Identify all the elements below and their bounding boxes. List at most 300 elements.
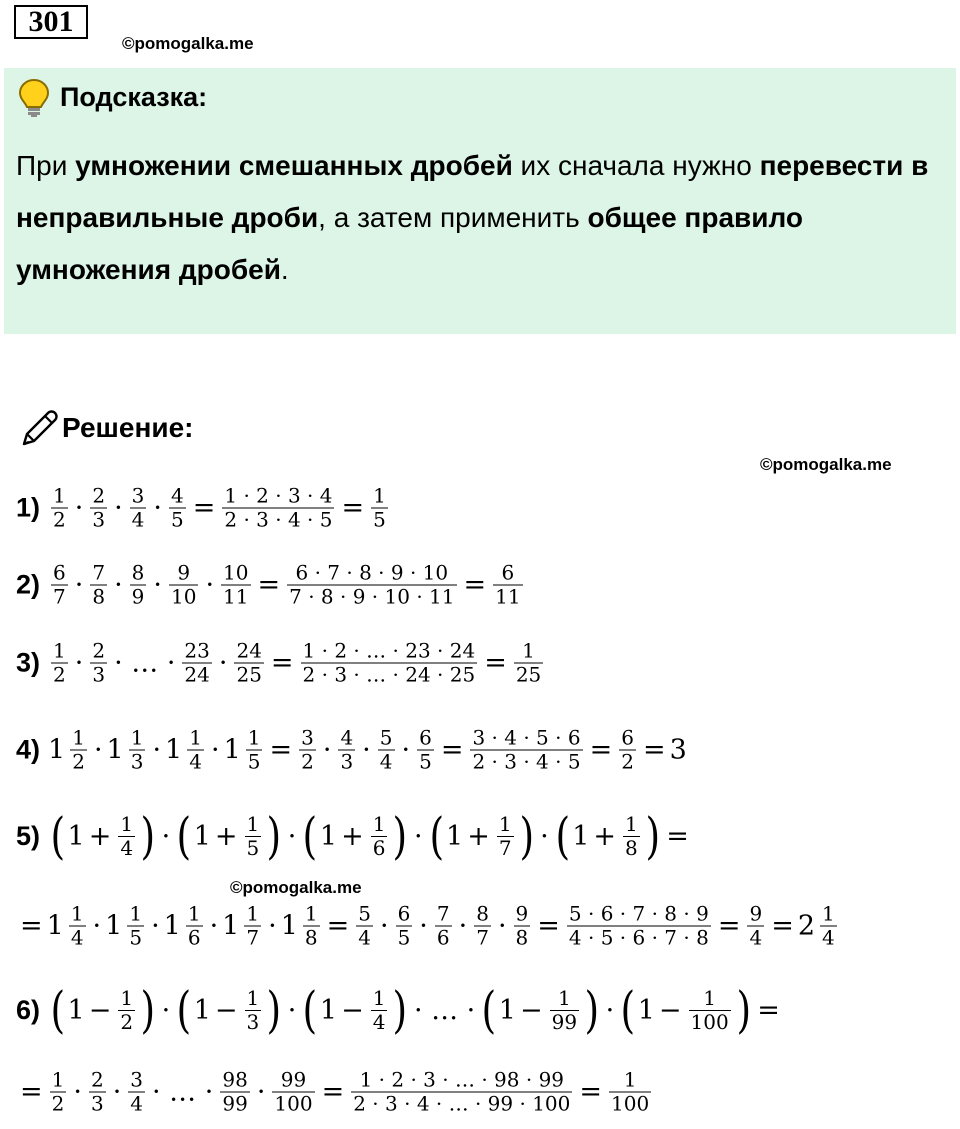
- operator: =: [579, 1076, 603, 1108]
- fraction: [623, 813, 640, 860]
- operator: =: [440, 734, 464, 766]
- operator: =: [771, 910, 794, 942]
- numerator: 6: [419, 725, 432, 750]
- numerator: 9: [515, 901, 529, 926]
- denominator: 6: [187, 925, 201, 950]
- hint-text-part: , а затем применить: [318, 202, 588, 233]
- left-paren: (: [302, 981, 318, 1039]
- numerator: 9: [177, 560, 191, 585]
- lightbulb-icon: [18, 78, 50, 123]
- whole-number: 1: [637, 994, 655, 1026]
- pencil-icon: [18, 408, 60, 455]
- operator: =: [257, 569, 281, 601]
- paren-group: [553, 807, 663, 865]
- operator: ·: [458, 910, 468, 942]
- denominator: 8: [625, 835, 638, 860]
- fraction: [378, 727, 395, 774]
- numerator: 1: [129, 901, 143, 926]
- numerator: 8: [131, 560, 145, 585]
- denominator: 25: [515, 662, 542, 687]
- operator: −: [658, 994, 682, 1026]
- denominator: 3: [92, 662, 106, 687]
- operator: =: [642, 734, 666, 766]
- denominator: 8: [92, 584, 106, 609]
- denominator: 7 · 8 · 9 · 10 · 11: [289, 584, 455, 609]
- left-paren: (: [555, 807, 570, 865]
- fraction: [474, 903, 491, 950]
- operator: ·: [112, 1076, 122, 1108]
- numerator: 1: [187, 901, 201, 926]
- operator: +: [467, 820, 490, 852]
- operator: =: [341, 492, 365, 524]
- whole-number: 1: [223, 734, 241, 766]
- denominator: 8: [515, 925, 529, 950]
- paren-group: [174, 981, 284, 1039]
- whole-number: 1: [193, 820, 211, 852]
- operator: ·: [218, 647, 228, 679]
- fraction: [245, 813, 262, 860]
- numerator: 1: [498, 811, 512, 836]
- operator: ·: [151, 910, 160, 942]
- item-label: 4): [16, 734, 41, 765]
- right-paren: ): [140, 981, 156, 1039]
- fraction: [567, 903, 711, 950]
- denominator: 9: [131, 584, 145, 609]
- fraction: [245, 987, 262, 1034]
- fraction: [221, 562, 250, 609]
- numerator: 6: [53, 560, 66, 585]
- denominator: 6: [436, 925, 450, 950]
- denominator: 11: [223, 584, 249, 609]
- operator: ·: [268, 910, 277, 942]
- paren-group: [48, 981, 158, 1039]
- numerator: 2: [92, 483, 106, 508]
- right-paren: ): [392, 981, 408, 1039]
- fraction: [470, 727, 582, 774]
- solution-title: Решение:: [62, 412, 194, 443]
- fraction: [301, 640, 478, 687]
- denominator: 4: [749, 925, 763, 950]
- denominator: 5: [373, 507, 386, 532]
- operator: ·: [362, 734, 371, 766]
- solution-line: [16, 981, 784, 1039]
- whole-number: 1: [319, 820, 338, 852]
- operator: =: [537, 910, 560, 942]
- fraction: [396, 903, 413, 950]
- operator: =: [269, 734, 293, 766]
- hint-title: Подсказка:: [60, 82, 208, 112]
- fraction: [609, 1069, 651, 1116]
- fraction: [187, 727, 204, 774]
- solution-line: [16, 727, 689, 774]
- fraction: [747, 903, 764, 950]
- numerator: 1: [246, 901, 260, 926]
- solution-line: [16, 640, 546, 687]
- operator: =: [270, 647, 294, 679]
- hint-text-bold: общее правило умножения дробей: [16, 202, 803, 285]
- denominator: 7: [476, 925, 489, 950]
- fraction: [90, 485, 107, 532]
- left-paren: (: [50, 981, 66, 1039]
- fraction: [417, 727, 434, 774]
- operator: −: [214, 994, 238, 1026]
- denominator: 4: [120, 835, 134, 860]
- hint-text-part: При: [16, 150, 76, 181]
- denominator: 4: [358, 925, 371, 950]
- left-paren: (: [481, 981, 497, 1039]
- hint-text: [16, 140, 936, 296]
- denominator: 5: [171, 507, 184, 532]
- denominator: 3: [90, 1091, 104, 1116]
- whole-number: 1: [46, 910, 64, 942]
- denominator: 3: [92, 507, 106, 532]
- denominator: 24: [184, 662, 210, 687]
- watermark-top: ©pomogalka.me: [122, 34, 254, 53]
- right-paren: ): [519, 807, 534, 865]
- operator: =: [589, 734, 613, 766]
- numerator: 1: [623, 1067, 637, 1092]
- fraction: [619, 727, 636, 774]
- numerator: 1: [246, 985, 260, 1010]
- denominator: 100: [274, 1091, 313, 1116]
- numerator: 6: [397, 901, 411, 926]
- operator: =: [757, 994, 780, 1026]
- whole-number: 3: [669, 734, 687, 766]
- denominator: 3: [130, 749, 144, 774]
- fraction: [497, 813, 514, 860]
- denominator: 100: [611, 1091, 650, 1116]
- numerator: 7: [92, 560, 106, 585]
- denominator: 7: [246, 925, 260, 950]
- operator: ·: [287, 820, 297, 852]
- paren-group: [618, 981, 753, 1039]
- numerator: 5: [379, 725, 393, 750]
- hint-text-part: .: [280, 254, 289, 285]
- operator: ·: [210, 734, 220, 766]
- fraction: [514, 903, 531, 950]
- whole-number: 1: [165, 734, 183, 766]
- fraction: [220, 1069, 249, 1116]
- denominator: 4: [822, 925, 835, 950]
- denominator: 99: [222, 1091, 248, 1116]
- operator: ·: [73, 1076, 82, 1108]
- right-paren: ): [736, 981, 751, 1039]
- numerator: 1: [70, 901, 84, 926]
- operator: ·: [413, 820, 423, 852]
- operator: ·: [153, 492, 162, 524]
- numerator: 3: [301, 725, 314, 750]
- denominator: 5: [246, 835, 260, 860]
- denominator: 3: [340, 749, 354, 774]
- fraction: [287, 562, 456, 609]
- denominator: 4: [372, 1009, 386, 1034]
- whole-number: 1: [319, 994, 338, 1026]
- operator: +: [341, 820, 364, 852]
- fraction: [550, 987, 579, 1034]
- fraction: [303, 903, 320, 950]
- numerator: 1 · 2 · 3 · … · 98 · 99: [359, 1067, 565, 1092]
- denominator: 2 · 3 · 4 · 5: [472, 749, 581, 774]
- numerator: 1: [247, 725, 261, 750]
- whole-number: 1: [163, 910, 181, 942]
- operator: =: [463, 569, 487, 601]
- operator: =: [20, 910, 43, 942]
- numerator: 8: [476, 901, 489, 926]
- denominator: 4: [189, 749, 202, 774]
- paren-group: [174, 807, 284, 865]
- fraction: [51, 485, 68, 532]
- operator: · … ·: [413, 994, 476, 1026]
- denominator: 2: [301, 749, 314, 774]
- fraction: [51, 640, 68, 687]
- denominator: 2 · 3 · 4 · 5: [224, 507, 333, 532]
- fraction: [222, 485, 334, 532]
- fraction: [186, 903, 203, 950]
- numerator: 1: [522, 638, 535, 663]
- fraction: [51, 562, 68, 609]
- numerator: 1: [373, 483, 386, 508]
- solution-line: [16, 903, 840, 950]
- denominator: 5: [419, 749, 432, 774]
- right-paren: ): [266, 981, 282, 1039]
- item-label: 1): [16, 492, 41, 523]
- denominator: 3: [246, 1009, 260, 1034]
- fraction: [182, 640, 211, 687]
- denominator: 100: [690, 1009, 729, 1034]
- whole-number: 1: [498, 994, 516, 1026]
- numerator: 1: [372, 811, 386, 836]
- fraction: [90, 640, 107, 687]
- numerator: 9: [749, 901, 763, 926]
- fraction: [70, 727, 87, 774]
- left-paren: (: [428, 807, 444, 865]
- numerator: 1: [703, 985, 716, 1010]
- hint-text-part: их сначала нужно: [512, 150, 760, 181]
- numerator: 1: [625, 811, 638, 836]
- task-number: 301: [14, 5, 88, 39]
- denominator: 2: [53, 662, 66, 687]
- denominator: 4: [131, 507, 145, 532]
- denominator: 4 · 5 · 6 · 7 · 8: [568, 925, 709, 950]
- paren-group: [48, 807, 158, 865]
- numerator: 1: [822, 901, 835, 926]
- solution-line: [16, 562, 526, 609]
- solution-line: [16, 807, 693, 865]
- watermark-middle: ©pomogalka.me: [760, 455, 892, 474]
- numerator: 1: [372, 985, 386, 1010]
- numerator: 5 · 6 · 7 · 8 · 9: [568, 901, 709, 926]
- paren-group: [427, 807, 537, 865]
- numerator: 1: [304, 901, 318, 926]
- watermark-bottom: ©pomogalka.me: [230, 878, 362, 897]
- denominator: 2: [53, 507, 66, 532]
- fraction: [89, 1069, 106, 1116]
- numerator: 1: [53, 638, 66, 663]
- fraction: [234, 640, 263, 687]
- item-label: 6): [16, 994, 41, 1025]
- operator: · … ·: [114, 647, 176, 679]
- operator: ·: [74, 492, 84, 524]
- numerator: 24: [236, 638, 262, 663]
- fraction: [351, 1069, 572, 1116]
- whole-number: 1: [222, 910, 240, 942]
- operator: ·: [114, 492, 123, 524]
- fraction: [129, 727, 146, 774]
- whole-number: 1: [446, 820, 464, 852]
- denominator: 2: [621, 749, 634, 774]
- item-label: 2): [16, 569, 41, 600]
- numerator: 98: [222, 1067, 248, 1092]
- fraction: [169, 562, 198, 609]
- right-paren: ): [392, 807, 408, 865]
- fraction: [169, 485, 186, 532]
- numerator: 6 · 7 · 8 · 9 · 10: [295, 560, 449, 585]
- numerator: 1 · 2 · 3 · 4: [224, 483, 333, 508]
- operator: =: [326, 910, 350, 942]
- operator: ·: [540, 820, 549, 852]
- denominator: 8: [304, 925, 318, 950]
- numerator: 2: [92, 638, 106, 663]
- operator: ·: [497, 910, 507, 942]
- operator: +: [593, 820, 617, 852]
- operator: =: [192, 492, 216, 524]
- fraction: [118, 813, 135, 860]
- numerator: 1: [246, 811, 260, 836]
- right-paren: ): [266, 807, 282, 865]
- operator: ·: [74, 569, 84, 601]
- operator: ·: [152, 734, 162, 766]
- left-paren: (: [176, 981, 192, 1039]
- operator: −: [519, 994, 543, 1026]
- denominator: 4: [379, 749, 393, 774]
- paren-group: [300, 981, 410, 1039]
- numerator: 1: [557, 985, 571, 1010]
- numerator: 2: [90, 1067, 104, 1092]
- hint-text-bold: умножении смешанных дробей: [75, 150, 513, 181]
- operator: ·: [153, 569, 162, 601]
- fraction: [435, 903, 452, 950]
- whole-number: 1: [67, 994, 85, 1026]
- denominator: 2: [51, 1091, 65, 1116]
- denominator: 5: [247, 749, 261, 774]
- fraction: [246, 727, 263, 774]
- denominator: 99: [551, 1009, 578, 1034]
- fraction: [299, 727, 316, 774]
- operator: ·: [379, 910, 389, 942]
- whole-number: 1: [193, 994, 211, 1026]
- right-paren: ): [140, 807, 156, 865]
- left-paren: (: [302, 807, 318, 865]
- numerator: 4: [340, 725, 354, 750]
- solution-line: [16, 1069, 654, 1116]
- whole-number: 1: [67, 820, 85, 852]
- denominator: 25: [236, 662, 262, 687]
- operator: ·: [605, 994, 615, 1026]
- fraction: [130, 485, 147, 532]
- fraction: [118, 987, 135, 1034]
- left-paren: (: [176, 807, 192, 865]
- numerator: 3: [130, 1067, 144, 1092]
- operator: ·: [161, 820, 171, 852]
- solution-line: [16, 485, 391, 532]
- fraction: [371, 485, 388, 532]
- operator: ·: [114, 569, 123, 601]
- operator: −: [341, 994, 364, 1026]
- operator: ·: [93, 734, 103, 766]
- numerator: 1: [120, 985, 134, 1010]
- denominator: 11: [495, 584, 521, 609]
- left-paren: (: [50, 807, 66, 865]
- numerator: 99: [280, 1067, 307, 1092]
- operator: ·: [322, 734, 332, 766]
- operator: ·: [209, 910, 219, 942]
- numerator: 1 · 2 · … · 23 · 24: [302, 638, 476, 663]
- fraction: [356, 903, 373, 950]
- whole-number: 1: [280, 910, 298, 942]
- operator: · … ·: [152, 1076, 214, 1108]
- fraction: [514, 640, 543, 687]
- operator: =: [20, 1076, 43, 1108]
- numerator: 1: [189, 725, 202, 750]
- operator: ·: [92, 910, 102, 942]
- numerator: 5: [358, 901, 371, 926]
- numerator: 3 · 4 · 5 · 6: [472, 725, 581, 750]
- paren-group: [300, 807, 410, 865]
- operator: ·: [419, 910, 428, 942]
- denominator: 6: [372, 835, 386, 860]
- operator: ·: [401, 734, 411, 766]
- fraction: [69, 903, 86, 950]
- fraction: [50, 1069, 67, 1116]
- operator: =: [666, 820, 689, 852]
- denominator: 10: [171, 584, 197, 609]
- fraction: [272, 1069, 314, 1116]
- denominator: 5: [397, 925, 411, 950]
- denominator: 2: [72, 749, 85, 774]
- operator: =: [484, 647, 507, 679]
- operator: ·: [256, 1076, 266, 1108]
- operator: +: [214, 820, 238, 852]
- whole-number: 2: [797, 910, 815, 942]
- numerator: 4: [171, 483, 184, 508]
- numerator: 3: [131, 483, 145, 508]
- operator: ·: [205, 569, 215, 601]
- operator: ·: [161, 994, 171, 1026]
- fraction: [130, 562, 147, 609]
- fraction: [371, 987, 388, 1034]
- right-paren: ): [584, 981, 600, 1039]
- item-label: 3): [16, 647, 41, 678]
- whole-number: 1: [105, 910, 123, 942]
- paren-group: [479, 981, 601, 1039]
- fraction: [371, 813, 388, 860]
- operator: =: [717, 910, 741, 942]
- fraction: [90, 562, 107, 609]
- operator: −: [88, 994, 112, 1026]
- denominator: 2 · 3 · 4 · … · 99 · 100: [353, 1091, 571, 1116]
- fraction: [244, 903, 261, 950]
- whole-number: 1: [106, 734, 124, 766]
- denominator: 2 · 3 · … · 24 · 25: [302, 662, 476, 687]
- operator: ·: [74, 647, 84, 679]
- hint-text-bold: перевести в неправильные дроби: [16, 150, 929, 233]
- fraction: [338, 727, 355, 774]
- denominator: 7: [53, 584, 66, 609]
- denominator: 4: [70, 925, 84, 950]
- denominator: 5: [129, 925, 143, 950]
- denominator: 7: [498, 835, 512, 860]
- numerator: 10: [223, 560, 249, 585]
